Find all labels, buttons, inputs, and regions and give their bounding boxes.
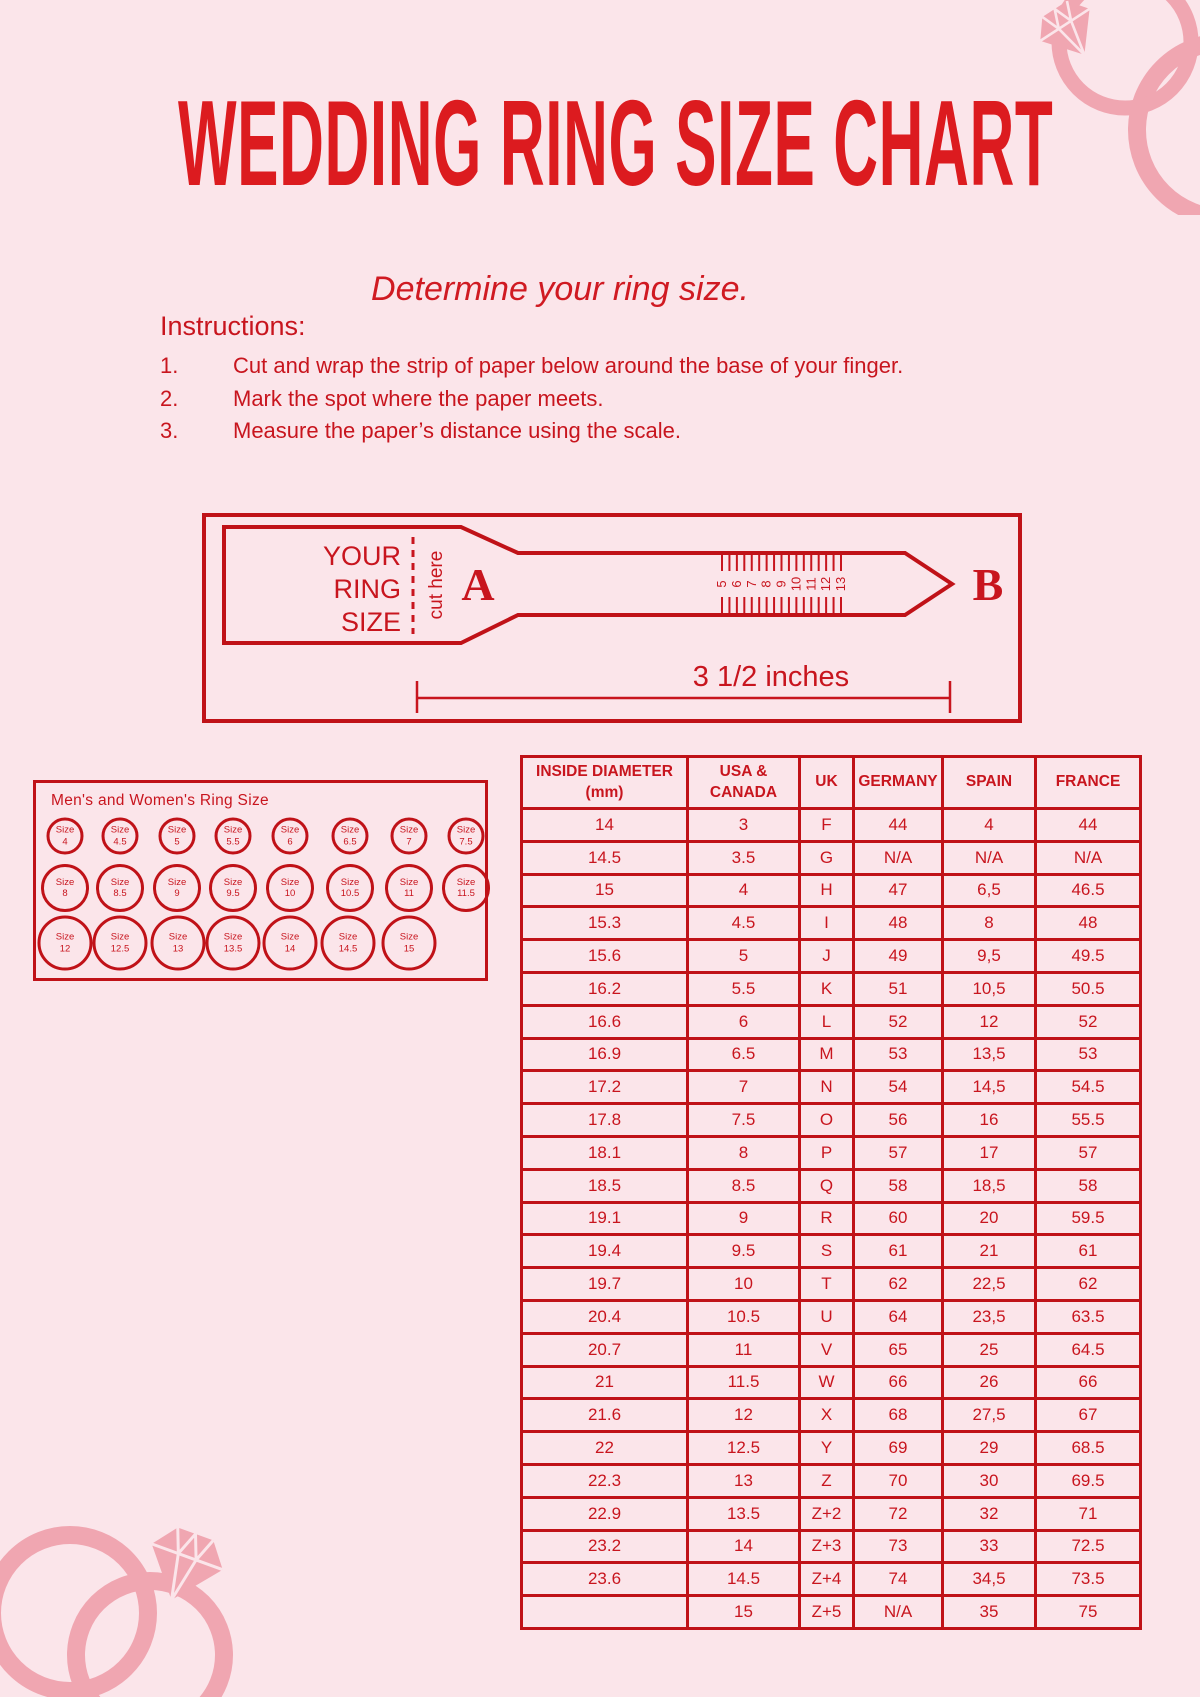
ring-size-circle	[385, 864, 433, 912]
size-value: 5.5	[226, 836, 240, 847]
size-value: 10	[284, 888, 296, 899]
table-cell: 4	[943, 809, 1036, 842]
table-cell: 73	[854, 1530, 943, 1563]
table-cell: 21	[943, 1235, 1036, 1268]
page-title: WEDDING RING SIZE CHART	[178, 75, 1054, 212]
table-cell: 21.6	[522, 1399, 688, 1432]
table-cell: 26	[943, 1366, 1036, 1399]
size-word: Size	[280, 931, 300, 943]
point-b-label: B	[972, 559, 1004, 610]
scale-number: 11	[803, 577, 819, 591]
size-value: 11.5	[457, 888, 475, 899]
table-cell: 11	[688, 1333, 800, 1366]
instructions-heading: Instructions:	[160, 311, 306, 341]
table-body	[522, 809, 1141, 1629]
point-a-label: A	[461, 559, 495, 610]
size-value: 6.5	[343, 836, 357, 847]
ring-size-conversion-table	[520, 755, 1142, 1630]
instruction-number: 3.	[160, 418, 179, 443]
sizer-label-line3: SIZE	[340, 607, 401, 637]
ring-sizer-diagram	[202, 513, 1022, 723]
instruction-list	[150, 350, 903, 448]
size-word: Size	[223, 876, 243, 888]
table-cell: Z+4	[800, 1563, 854, 1596]
table-cell: 16	[943, 1104, 1036, 1137]
scale-number: 9	[773, 580, 789, 588]
table-cell: 15.6	[522, 940, 688, 973]
ring-size-circle	[442, 864, 490, 912]
size-word: Size	[223, 824, 243, 836]
size-value: 4	[62, 836, 68, 847]
sizer-label-line1: YOUR	[322, 541, 401, 571]
size-word: Size	[399, 876, 419, 888]
table-cell: 11.5	[688, 1366, 800, 1399]
table-cell: 46.5	[1036, 874, 1141, 907]
table-header-cell	[943, 757, 1036, 809]
size-word: Size	[280, 824, 300, 836]
table-cell: 8	[943, 907, 1036, 940]
table-cell: 9,5	[943, 940, 1036, 973]
table-cell: 73.5	[1036, 1563, 1141, 1596]
table-row	[522, 1464, 1141, 1497]
instruction-item	[150, 350, 903, 383]
rings-decoration-bottom-left-icon	[0, 1485, 300, 1697]
ring-size-circle	[448, 818, 485, 855]
table-cell: N	[800, 1071, 854, 1104]
table-cell: 9	[688, 1202, 800, 1235]
table-cell: Z	[800, 1464, 854, 1497]
table-row	[522, 907, 1141, 940]
table-cell: 14,5	[943, 1071, 1036, 1104]
instruction-number: 2.	[160, 385, 179, 411]
table-row	[522, 1530, 1141, 1563]
table-row	[522, 1038, 1141, 1071]
table-cell: L	[800, 1005, 854, 1038]
size-value: 11	[404, 888, 414, 899]
table-cell: 6,5	[943, 874, 1036, 907]
table-cell: 18.1	[522, 1136, 688, 1169]
header-line: CANADA	[709, 783, 778, 801]
table-row	[522, 809, 1141, 842]
table-row	[522, 841, 1141, 874]
table-cell: 5.5	[688, 972, 800, 1005]
table-cell: 15.3	[522, 907, 688, 940]
ring-size-circle	[391, 818, 428, 855]
size-value: 15	[403, 943, 415, 954]
ruler-numbers	[714, 577, 848, 591]
table-cell: 12.5	[688, 1432, 800, 1465]
table-cell: Z+3	[800, 1530, 854, 1563]
table-cell: 59.5	[1036, 1202, 1141, 1235]
size-value: 7.5	[459, 836, 473, 847]
table-cell: 47	[854, 874, 943, 907]
table-cell: 69.5	[1036, 1464, 1141, 1497]
table-cell: 12	[688, 1399, 800, 1432]
table-cell: 29	[943, 1432, 1036, 1465]
table-cell: 17.2	[522, 1071, 688, 1104]
table-cell: F	[800, 809, 854, 842]
size-word: Size	[168, 931, 188, 943]
table-cell: 56	[854, 1104, 943, 1137]
size-word: Size	[399, 931, 419, 943]
size-value: 9.5	[226, 888, 240, 899]
header-line: FRANCE	[1055, 773, 1121, 791]
ring-size-circle	[151, 916, 206, 971]
table-row	[522, 1432, 1141, 1465]
size-value: 14.5	[338, 943, 358, 954]
size-value: 13.5	[223, 943, 243, 954]
header-line: UK	[815, 773, 838, 791]
size-value: 7	[406, 836, 412, 847]
table-cell: 10	[688, 1268, 800, 1301]
scale-number: 13	[833, 576, 848, 592]
table-cell: 61	[854, 1235, 943, 1268]
length-label: 3 1/2 inches	[692, 661, 850, 693]
table-row	[522, 1366, 1141, 1399]
ring-size-circle	[272, 818, 309, 855]
table-cell: T	[800, 1268, 854, 1301]
size-value: 13	[172, 943, 184, 954]
table-row	[522, 1268, 1141, 1301]
table-cell: 72.5	[1036, 1530, 1141, 1563]
table-header-cell	[800, 757, 854, 809]
instruction-text: Cut and wrap the strip of paper below around the base of your finger.	[233, 353, 904, 378]
table-cell: 35	[943, 1596, 1036, 1629]
table-header-cell	[854, 757, 943, 809]
diamond-icon	[1030, 0, 1109, 71]
table-cell: M	[800, 1038, 854, 1071]
table-cell: 22	[522, 1432, 688, 1465]
table-cell: 10,5	[943, 972, 1036, 1005]
table-cell: 58	[854, 1169, 943, 1202]
table-cell: 68	[854, 1399, 943, 1432]
table-cell: 50.5	[1036, 972, 1141, 1005]
size-word: Size	[456, 824, 476, 836]
table-cell: 18.5	[522, 1169, 688, 1202]
table-row	[522, 940, 1141, 973]
table-cell: 54.5	[1036, 1071, 1141, 1104]
scale-number: 8	[758, 580, 774, 588]
diamond-icon	[136, 1521, 231, 1613]
table-row	[522, 1071, 1141, 1104]
table-cell: X	[800, 1399, 854, 1432]
table-cell: 8.5	[688, 1169, 800, 1202]
table-cell: 70	[854, 1464, 943, 1497]
size-word: Size	[110, 876, 130, 888]
table-cell: 6.5	[688, 1038, 800, 1071]
ring-size-circle	[209, 864, 257, 912]
table-cell: I	[800, 907, 854, 940]
table-cell: 13	[688, 1464, 800, 1497]
table-header	[522, 757, 1141, 809]
table-cell: 69	[854, 1432, 943, 1465]
instruction-item	[150, 383, 903, 416]
table-cell: U	[800, 1300, 854, 1333]
table-cell: 20.7	[522, 1333, 688, 1366]
size-value: 12.5	[110, 943, 130, 954]
table-row	[522, 1136, 1141, 1169]
header-line: GERMANY	[858, 773, 938, 791]
scale-number: 12	[818, 576, 834, 592]
table-cell: 6	[688, 1005, 800, 1038]
table-header-cell	[1036, 757, 1141, 809]
table-cell: 14	[522, 809, 688, 842]
size-value: 9	[174, 888, 180, 899]
size-value: 6	[287, 836, 293, 847]
table-cell: 57	[1036, 1136, 1141, 1169]
table-cell: 19.7	[522, 1268, 688, 1301]
table-cell: N/A	[943, 841, 1036, 874]
size-word: Size	[55, 931, 75, 943]
table-cell: 61	[1036, 1235, 1141, 1268]
table-cell: 66	[1036, 1366, 1141, 1399]
table-cell: 32	[943, 1497, 1036, 1530]
table-cell: 44	[854, 809, 943, 842]
ring-size-circle	[96, 864, 144, 912]
size-word: Size	[280, 876, 300, 888]
header-line: (mm)	[585, 783, 624, 801]
table-row	[522, 874, 1141, 907]
size-value: 14	[284, 943, 296, 954]
table-cell: 27,5	[943, 1399, 1036, 1432]
ring-size-circle	[263, 916, 318, 971]
size-word: Size	[399, 824, 419, 836]
table-cell: 34,5	[943, 1563, 1036, 1596]
table-cell: 64.5	[1036, 1333, 1141, 1366]
table-cell: 60	[854, 1202, 943, 1235]
size-word: Size	[340, 876, 360, 888]
size-value: 4.5	[113, 836, 127, 847]
table-cell: 57	[854, 1136, 943, 1169]
size-word: Size	[340, 824, 360, 836]
sizer-label-line2: RING	[333, 574, 401, 604]
table-cell: N/A	[854, 841, 943, 874]
table-cell: 15	[688, 1596, 800, 1629]
table-cell: 18,5	[943, 1169, 1036, 1202]
table-cell: 25	[943, 1333, 1036, 1366]
table-cell: 62	[1036, 1268, 1141, 1301]
table-cell: 44	[1036, 809, 1141, 842]
instruction-number: 1.	[160, 353, 179, 378]
table-cell: H	[800, 874, 854, 907]
table-row	[522, 1169, 1141, 1202]
cut-here-label: cut here	[426, 550, 447, 620]
ring-sizes-panel	[33, 780, 488, 981]
size-word: Size	[338, 931, 358, 943]
table-row	[522, 1235, 1141, 1268]
page-subtitle: Determine your ring size.	[371, 270, 749, 308]
table-cell: 4.5	[688, 907, 800, 940]
table-cell: 54	[854, 1071, 943, 1104]
table-cell: 16.9	[522, 1038, 688, 1071]
table-row	[522, 1563, 1141, 1596]
header-line: USA &	[719, 763, 768, 781]
table-cell: 5	[688, 940, 800, 973]
table-row	[522, 1005, 1141, 1038]
table-cell: 15	[522, 874, 688, 907]
table-cell: 51	[854, 972, 943, 1005]
instruction-text: Measure the paper’s distance using the scale.	[233, 418, 682, 443]
ring-size-circle	[41, 864, 89, 912]
table-cell: 68.5	[1036, 1432, 1141, 1465]
ring-size-circle	[159, 818, 196, 855]
ring-size-circle	[102, 818, 139, 855]
table-row	[522, 1399, 1141, 1432]
table-cell: 22.9	[522, 1497, 688, 1530]
table-cell: K	[800, 972, 854, 1005]
table-cell: 23,5	[943, 1300, 1036, 1333]
ring-size-circle	[382, 916, 437, 971]
table-cell: Y	[800, 1432, 854, 1465]
table-cell: 30	[943, 1464, 1036, 1497]
ring-sizes-panel-title: Men's and Women's Ring Size	[51, 792, 269, 809]
table-row	[522, 1104, 1141, 1137]
ring-size-circle	[38, 916, 93, 971]
table-cell	[522, 1596, 688, 1629]
size-value: 12	[59, 943, 71, 954]
ring-size-circle	[206, 916, 261, 971]
table-row	[522, 1497, 1141, 1530]
table-cell: 17	[943, 1136, 1036, 1169]
table-cell: 74	[854, 1563, 943, 1596]
size-word: Size	[55, 876, 75, 888]
table-cell: 48	[854, 907, 943, 940]
table-cell: W	[800, 1366, 854, 1399]
table-cell: 22,5	[943, 1268, 1036, 1301]
table-cell: 49	[854, 940, 943, 973]
table-cell: 4	[688, 874, 800, 907]
table-cell: 48	[1036, 907, 1141, 940]
table-cell: 21	[522, 1366, 688, 1399]
table-cell: 53	[854, 1038, 943, 1071]
size-word: Size	[167, 824, 187, 836]
table-cell: V	[800, 1333, 854, 1366]
table-cell: 52	[1036, 1005, 1141, 1038]
table-row	[522, 1300, 1141, 1333]
table-cell: 7	[688, 1071, 800, 1104]
scale-number: 7	[743, 580, 759, 588]
table-cell: 3.5	[688, 841, 800, 874]
table-cell: 58	[1036, 1169, 1141, 1202]
table-cell: 22.3	[522, 1464, 688, 1497]
scale-number: 5	[714, 580, 729, 588]
size-word: Size	[167, 876, 187, 888]
table-cell: N/A	[854, 1596, 943, 1629]
table-cell: R	[800, 1202, 854, 1235]
instruction-text: Mark the spot where the paper meets.	[233, 385, 604, 411]
size-value: 5	[174, 836, 180, 847]
table-cell: 14.5	[522, 841, 688, 874]
table-cell: G	[800, 841, 854, 874]
ring-size-circle	[215, 818, 252, 855]
table-cell: S	[800, 1235, 854, 1268]
table-cell: 9.5	[688, 1235, 800, 1268]
table-cell: Q	[800, 1169, 854, 1202]
table-cell: 14.5	[688, 1563, 800, 1596]
instruction-item	[150, 415, 903, 448]
table-cell: 16.6	[522, 1005, 688, 1038]
size-word: Size	[110, 824, 130, 836]
ring-size-circle	[266, 864, 314, 912]
size-word: Size	[223, 931, 243, 943]
table-cell: 13.5	[688, 1497, 800, 1530]
table-cell: J	[800, 940, 854, 973]
table-cell: 49.5	[1036, 940, 1141, 973]
table-cell: 20	[943, 1202, 1036, 1235]
table-cell: 72	[854, 1497, 943, 1530]
header-line: SPAIN	[965, 773, 1013, 791]
table-cell: 23.2	[522, 1530, 688, 1563]
table-cell: 17.8	[522, 1104, 688, 1137]
table-cell: 66	[854, 1366, 943, 1399]
table-cell: 20.4	[522, 1300, 688, 1333]
table-cell: 23.6	[522, 1563, 688, 1596]
table-cell: 19.4	[522, 1235, 688, 1268]
table-cell: 3	[688, 809, 800, 842]
table-cell: 64	[854, 1300, 943, 1333]
scale-number: 10	[788, 576, 804, 592]
table-cell: 52	[854, 1005, 943, 1038]
table-cell: 67	[1036, 1399, 1141, 1432]
table-cell: 63.5	[1036, 1300, 1141, 1333]
table-cell: 19.1	[522, 1202, 688, 1235]
ring-size-circle	[321, 916, 376, 971]
table-row	[522, 1596, 1141, 1629]
table-row	[522, 972, 1141, 1005]
table-cell: 8	[688, 1136, 800, 1169]
table-cell: 75	[1036, 1596, 1141, 1629]
size-word: Size	[110, 931, 130, 943]
instructions-section	[150, 311, 903, 448]
table-cell: N/A	[1036, 841, 1141, 874]
scale-number: 6	[728, 580, 744, 588]
table-cell: 10.5	[688, 1300, 800, 1333]
table-row	[522, 1202, 1141, 1235]
table-cell: P	[800, 1136, 854, 1169]
table-cell: 13,5	[943, 1038, 1036, 1071]
size-value: 8	[62, 888, 68, 899]
table-cell: O	[800, 1104, 854, 1137]
table-cell: 16.2	[522, 972, 688, 1005]
ring-size-circle	[93, 916, 148, 971]
table-cell: 55.5	[1036, 1104, 1141, 1137]
table-cell: 53	[1036, 1038, 1141, 1071]
table-row	[522, 1333, 1141, 1366]
size-value: 10.5	[340, 888, 360, 899]
table-cell: 7.5	[688, 1104, 800, 1137]
table-cell: 12	[943, 1005, 1036, 1038]
size-value: 8.5	[113, 888, 127, 899]
table-cell: Z+5	[800, 1596, 854, 1629]
ring-size-circle	[47, 818, 84, 855]
table-header-cell	[688, 757, 800, 809]
table-cell: 71	[1036, 1497, 1141, 1530]
ring-size-circle	[326, 864, 374, 912]
ring-size-circle	[332, 818, 369, 855]
table-cell: 65	[854, 1333, 943, 1366]
size-word: Size	[55, 824, 75, 836]
table-cell: Z+2	[800, 1497, 854, 1530]
header-line: INSIDE DIAMETER	[536, 763, 673, 781]
size-word: Size	[456, 876, 476, 888]
table-cell: 14	[688, 1530, 800, 1563]
table-header-cell	[522, 757, 688, 809]
table-cell: 62	[854, 1268, 943, 1301]
ring-size-circle	[153, 864, 201, 912]
length-measure-line	[417, 681, 950, 713]
table-cell: 33	[943, 1530, 1036, 1563]
